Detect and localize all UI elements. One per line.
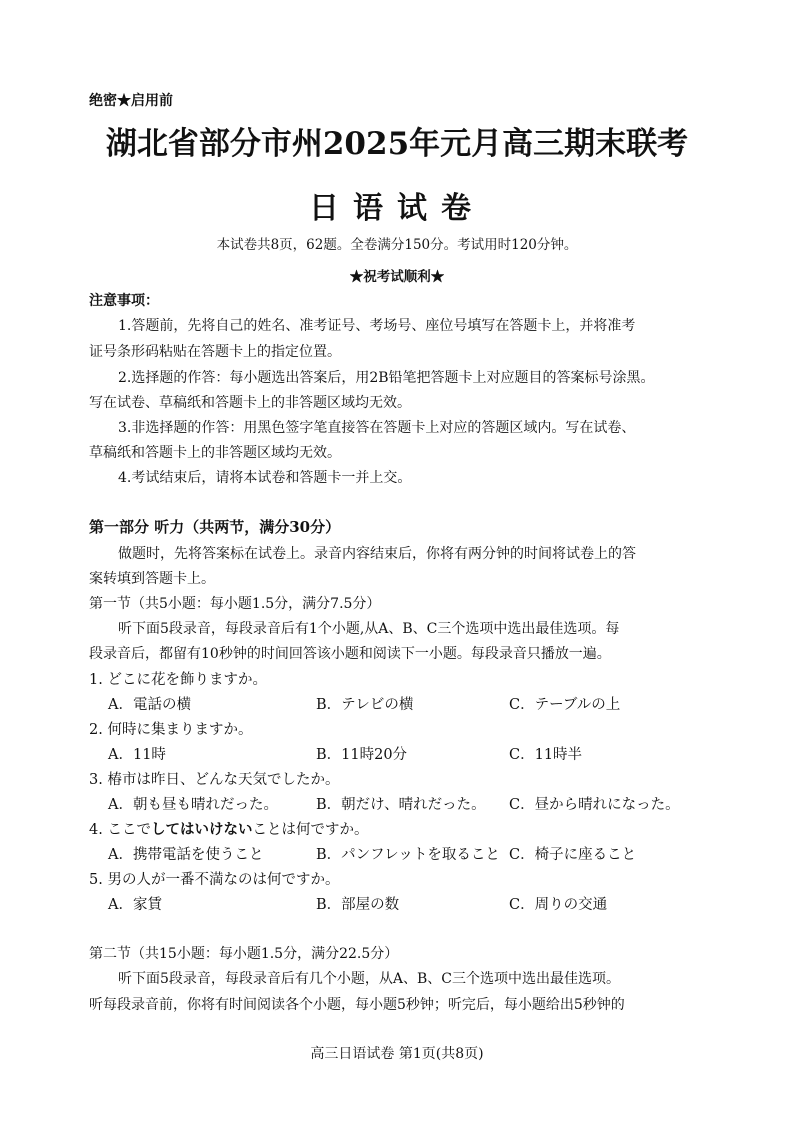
option-b: B．朝だけ、晴れだった。 — [316, 797, 486, 813]
notes-heading: 注意事项： — [89, 293, 159, 309]
part1-heading: 第一部分 听力（共两节，满分30分） — [89, 518, 341, 536]
question-text: 2. 何時に集まりますか。 — [89, 722, 253, 738]
note-line: 2.选择题的作答：每小题选出答案后，用2B铅笔把答题卡上对应题目的答案标号涂黑。 — [118, 370, 655, 386]
question-text: 1. どこに花を飾りますか。 — [89, 672, 267, 688]
note-line: 3.非选择题的作答：用黑色签字笔直接答在答题卡上对应的答题区域内。写在试卷、 — [118, 420, 636, 436]
option-a: A．11時 — [108, 747, 166, 763]
option-a: A．携帯電話を使うこと — [108, 847, 264, 863]
note-line: 草稿纸和答题卡上的非答题区域均无效。 — [89, 445, 341, 461]
question-text-prefix: 4. ここで — [89, 822, 151, 838]
good-luck-line: ★祝考试顺利★ — [349, 269, 445, 285]
option-a: A．家賃 — [108, 897, 162, 913]
exam-info: 本试卷共8页，62题。全卷满分150分。考试用时120分钟。 — [216, 237, 578, 253]
question-text-emphasis: してはいけない — [150, 821, 253, 838]
option-b: B．11時20分 — [316, 747, 408, 763]
page-footer: 高三日语试卷 第1页(共8页) — [310, 1046, 484, 1062]
confidential-label: 绝密★启用前 — [89, 93, 173, 109]
section2-instruction-line: 听下面5段录音，每段录音后有几个小题，从A、B、C三个选项中选出最佳选项。 — [118, 971, 621, 987]
option-c: C．昼から晴れになった。 — [509, 797, 680, 813]
note-line: 4.考试结束后，请将本试卷和答题卡一并上交。 — [118, 470, 412, 486]
section2-heading: 第二节（共15小题：每小题1.5分，满分22.5分） — [89, 946, 399, 962]
note-line: 证号条形码粘贴在答题卡上的指定位置。 — [89, 344, 341, 360]
option-b: B．テレビの横 — [316, 697, 414, 713]
section1-heading: 第一节（共5小题：每小题1.5分，满分7.5分） — [89, 596, 381, 612]
exam-main-title: 湖北省部分市州2025年元月高三期末联考 — [105, 126, 689, 162]
option-c: C．周りの交通 — [509, 897, 608, 913]
option-c: C．11時半 — [509, 747, 583, 763]
question-text: 3. 椿市は昨日、どんな天気でしたか。 — [89, 772, 340, 788]
note-line: 写在试卷、草稿纸和答题卡上的非答题区域均无效。 — [89, 395, 411, 411]
option-a: A．朝も昼も晴れだった。 — [108, 797, 278, 813]
option-b: B．パンフレットを取ること — [316, 847, 500, 863]
exam-sub-title: 日语试卷 — [309, 191, 485, 226]
question-text-suffix: ことは何ですか。 — [252, 822, 369, 838]
section2-instruction-line: 听每段录音前，你将有时间阅读各个小题，每小题5秒钟；听完后，每小题给出5秒钟的 — [89, 997, 625, 1013]
part1-intro-line: 做题时，先将答案标在试卷上。录音内容结束后，你将有两分钟的时间将试卷上的答 — [118, 546, 636, 562]
option-b: B．部屋の数 — [316, 897, 400, 913]
note-line: 1.答题前，先将自己的姓名、准考证号、考场号、座位号填写在答题卡上，并将准考 — [118, 318, 636, 334]
part1-intro-line: 案转填到答题卡上。 — [89, 571, 215, 587]
question-text: 5. 男の人が一番不満なのは何ですか。 — [89, 872, 340, 888]
section1-instruction-line: 段录音后，都留有10秒钟的时间回答该小题和阅读下一小题。每段录音只播放一遍。 — [89, 646, 611, 662]
option-c: C．テーブルの上 — [509, 697, 621, 713]
question-text — [89, 818, 368, 839]
section1-instruction-line: 听下面5段录音，每段录音后有1个小题,从A、B、C三个选项中选出最佳选项。每 — [118, 621, 620, 637]
option-c: C．椅子に座ること — [509, 847, 637, 863]
option-a: A．電話の横 — [108, 697, 191, 713]
